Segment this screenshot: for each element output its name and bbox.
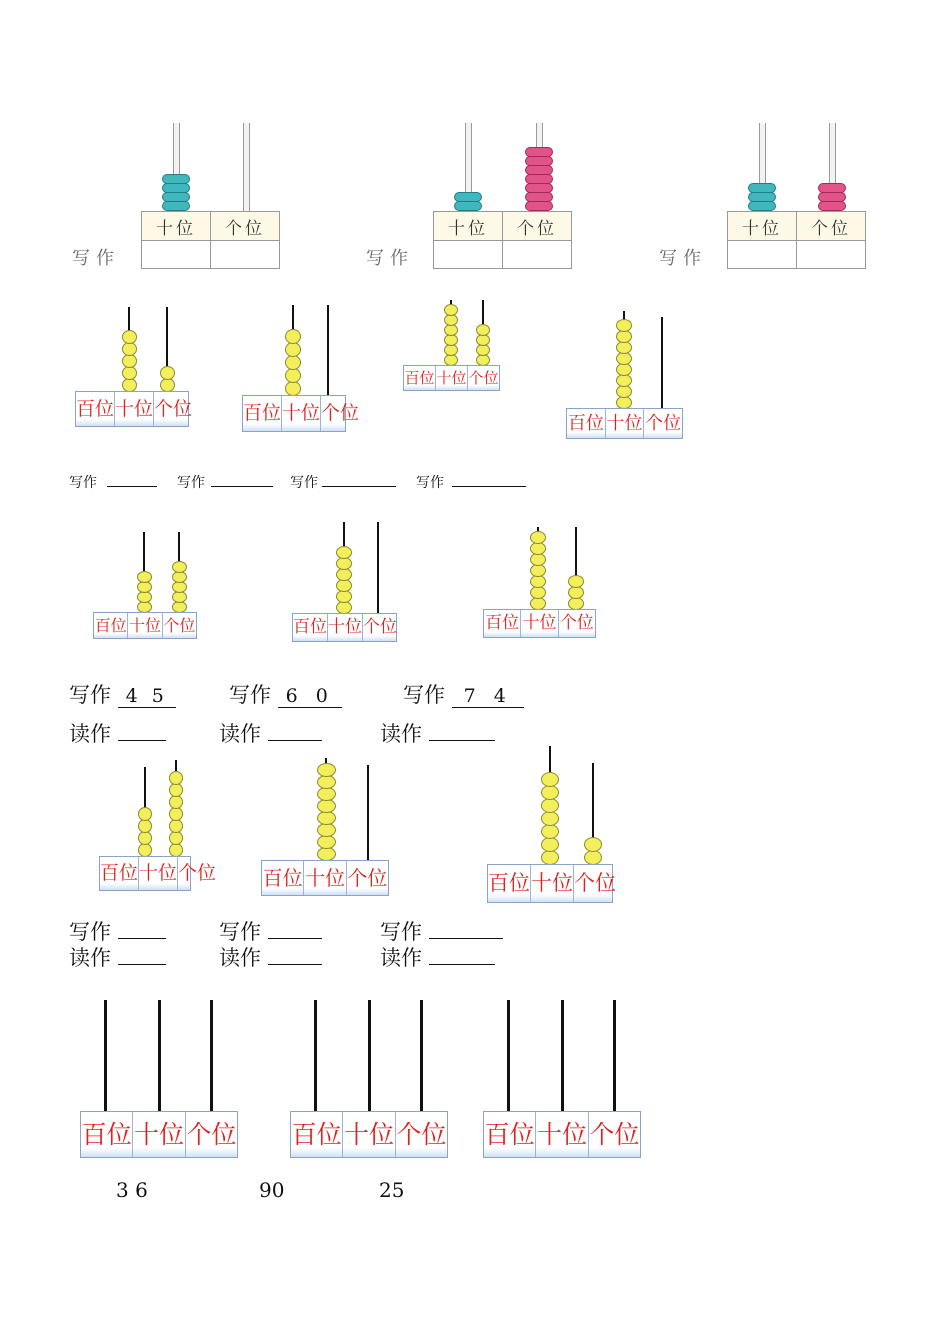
target-number: 25: [379, 1178, 405, 1202]
hundreds-label: 百位: [262, 861, 304, 895]
read-label: 读作: [380, 946, 422, 970]
place-value-box: [566, 408, 683, 439]
answer-cell-tens[interactable]: [728, 241, 797, 269]
bead: [172, 561, 187, 573]
abacus-rod: [613, 1000, 616, 1111]
bead: [317, 775, 336, 789]
bead: [138, 843, 152, 857]
write-label: 写作: [72, 248, 120, 269]
bead: [568, 575, 584, 588]
ones-label: 个位: [178, 862, 217, 884]
answer-blank[interactable]: [211, 486, 273, 487]
ones-label: 个位: [154, 398, 193, 420]
write-label: 写作: [366, 248, 414, 269]
bead: [169, 819, 183, 833]
bead: [584, 850, 602, 865]
tens-label: 十位: [115, 392, 154, 426]
bead: [138, 807, 152, 821]
hundreds-label: 百位: [94, 613, 128, 638]
bead: [285, 329, 301, 344]
hundreds-label: 百位: [484, 1112, 536, 1157]
bead: [285, 355, 301, 370]
bead: [541, 850, 559, 865]
place-value-box: [290, 1111, 448, 1158]
bead: [317, 811, 336, 825]
bead: [748, 201, 776, 211]
tens-label: 十位: [328, 614, 363, 641]
bead: [584, 837, 602, 852]
bead: [616, 319, 632, 332]
abacus-rod: [507, 1000, 510, 1111]
answer-cell-ones[interactable]: [211, 241, 280, 269]
read-label: 读作: [69, 946, 111, 970]
bead: [317, 799, 336, 813]
answer-blank[interactable]: [429, 740, 495, 741]
bead: [122, 330, 137, 344]
hundreds-label: 百位: [243, 396, 282, 431]
write-label: 写作: [416, 475, 444, 491]
bead: [454, 201, 482, 211]
abacus-rod: [377, 522, 379, 613]
bead: [530, 531, 546, 544]
answer-blank[interactable]: [268, 740, 322, 741]
read-label: 读作: [69, 722, 111, 746]
answer-blank[interactable]: [118, 938, 166, 939]
abacus-rod: [327, 305, 329, 395]
bead: [138, 819, 152, 833]
bead: [317, 787, 336, 801]
bead: [444, 304, 458, 316]
read-label: 读作: [380, 722, 422, 746]
abacus-rod: [420, 1000, 423, 1111]
target-number: 90: [259, 1178, 285, 1202]
bead: [160, 366, 175, 380]
abacus-rod: [210, 1000, 213, 1111]
bead: [122, 342, 137, 356]
abacus-rod: [158, 1000, 161, 1111]
ones-label: 个位: [396, 1120, 447, 1149]
answer-blank[interactable]: [322, 486, 396, 487]
bead: [162, 201, 190, 211]
place-value-box: [292, 613, 397, 642]
hundreds-label: 百位: [488, 865, 531, 902]
tens-label: 十位: [436, 366, 468, 390]
tens-label: 十位: [521, 610, 558, 637]
write-label: 写作: [659, 248, 707, 269]
bead: [541, 837, 559, 852]
write-label: 写作: [229, 683, 271, 707]
bead: [476, 324, 490, 336]
tens-label: 十位: [282, 396, 321, 431]
bead: [541, 785, 559, 800]
write-label: 写作: [69, 683, 111, 707]
answer-blank[interactable]: 6 0: [278, 685, 342, 708]
ones-label: 个位: [163, 616, 196, 635]
write-label: 写作: [290, 475, 318, 491]
hundreds-label: 百位: [81, 1112, 133, 1157]
tens-label: 十位: [536, 1112, 588, 1157]
ones-label: 个位: [347, 866, 388, 890]
hundreds-label: 百位: [100, 857, 139, 890]
bead: [169, 795, 183, 809]
place-value-box: [487, 864, 616, 903]
bead: [818, 201, 846, 211]
place-value-box: [483, 609, 596, 638]
tens-label: 十位: [128, 613, 162, 638]
ones-header: 个位: [211, 212, 280, 241]
abacus-rod: [561, 1000, 564, 1111]
answer-cell-tens[interactable]: [434, 241, 503, 269]
answer-cell-ones[interactable]: [797, 241, 866, 269]
tens-label: 十位: [531, 865, 574, 902]
answer-cell-tens[interactable]: [142, 241, 211, 269]
answer-blank[interactable]: [107, 486, 157, 487]
hundreds-label: 百位: [76, 392, 115, 426]
ones-header: 个位: [797, 212, 866, 241]
bead: [317, 835, 336, 849]
answer-blank[interactable]: [429, 964, 495, 965]
bead: [541, 798, 559, 813]
bead: [137, 571, 152, 583]
tens-header: 十位: [434, 212, 503, 241]
place-value-box: [483, 1111, 641, 1158]
bead: [317, 823, 336, 837]
tens-label: 十位: [304, 861, 346, 895]
write-label: 写作: [219, 920, 261, 944]
bead: [122, 354, 137, 368]
place-value-box: [75, 391, 193, 427]
hundreds-label: 百位: [484, 610, 521, 637]
ones-label: 个位: [574, 871, 616, 895]
write-label: 写作: [69, 475, 97, 491]
answer-cell-ones[interactable]: [503, 241, 572, 269]
place-value-box: [403, 365, 500, 391]
bead: [169, 843, 183, 857]
place-value-box: [99, 856, 217, 891]
ones-label: 个位: [186, 1120, 237, 1149]
target-number: 3 6: [116, 1178, 148, 1202]
ones-label: 个位: [559, 613, 594, 633]
place-value-box: [261, 860, 389, 896]
ones-label: 个位: [589, 1120, 640, 1149]
bead: [169, 807, 183, 821]
write-label: 写作: [69, 920, 111, 944]
place-value-box: [80, 1111, 238, 1158]
ones-label: 个位: [363, 617, 397, 637]
answer-blank[interactable]: 7 4: [452, 685, 524, 708]
answer-blank[interactable]: 4 5: [118, 685, 176, 708]
bead: [169, 771, 183, 785]
tens-header: 十位: [728, 212, 797, 241]
ones-label: 个位: [645, 413, 682, 434]
bead: [317, 847, 336, 861]
abacus-rod: [368, 1000, 371, 1111]
read-label: 读作: [219, 722, 261, 746]
bead: [138, 831, 152, 845]
bead: [169, 831, 183, 845]
place-table: [141, 211, 280, 269]
bead: [541, 811, 559, 826]
tens-label: 十位: [343, 1112, 395, 1157]
abacus-rod: [314, 1000, 317, 1111]
tens-label: 十位: [606, 409, 645, 438]
hundreds-label: 百位: [293, 614, 328, 641]
place-value-box: [242, 395, 360, 432]
bead: [525, 201, 553, 211]
write-label: 写作: [403, 683, 445, 707]
bead: [169, 783, 183, 797]
bead: [122, 366, 137, 380]
tens-label: 十位: [139, 857, 178, 890]
bead: [317, 763, 336, 777]
bead: [285, 342, 301, 357]
write-label: 写作: [177, 475, 205, 491]
place-table: [433, 211, 572, 269]
abacus-rod: [104, 1000, 107, 1111]
abacus-rod: [367, 765, 369, 860]
place-value-box: [93, 612, 197, 639]
answer-blank[interactable]: [118, 964, 166, 965]
hundreds-label: 百位: [291, 1112, 343, 1157]
bead: [122, 378, 137, 392]
abacus-rod: [243, 123, 250, 212]
answer-blank[interactable]: [452, 486, 526, 487]
ones-label: 个位: [321, 402, 360, 424]
bead: [160, 378, 175, 392]
tens-header: 十位: [142, 212, 211, 241]
bead: [285, 381, 301, 396]
hundreds-label: 百位: [567, 409, 606, 438]
ones-label: 个位: [468, 369, 499, 387]
answer-blank[interactable]: [268, 964, 322, 965]
answer-blank[interactable]: [118, 740, 166, 741]
place-table: [727, 211, 866, 269]
answer-blank[interactable]: [429, 938, 503, 939]
abacus-rod: [661, 317, 663, 408]
hundreds-label: 百位: [404, 366, 436, 390]
bead: [541, 772, 559, 787]
bead: [336, 546, 352, 559]
read-label: 读作: [219, 946, 261, 970]
answer-blank[interactable]: [268, 938, 322, 939]
bead: [541, 824, 559, 839]
write-label: 写作: [380, 920, 422, 944]
tens-label: 十位: [133, 1112, 185, 1157]
ones-header: 个位: [503, 212, 572, 241]
bead: [285, 368, 301, 383]
